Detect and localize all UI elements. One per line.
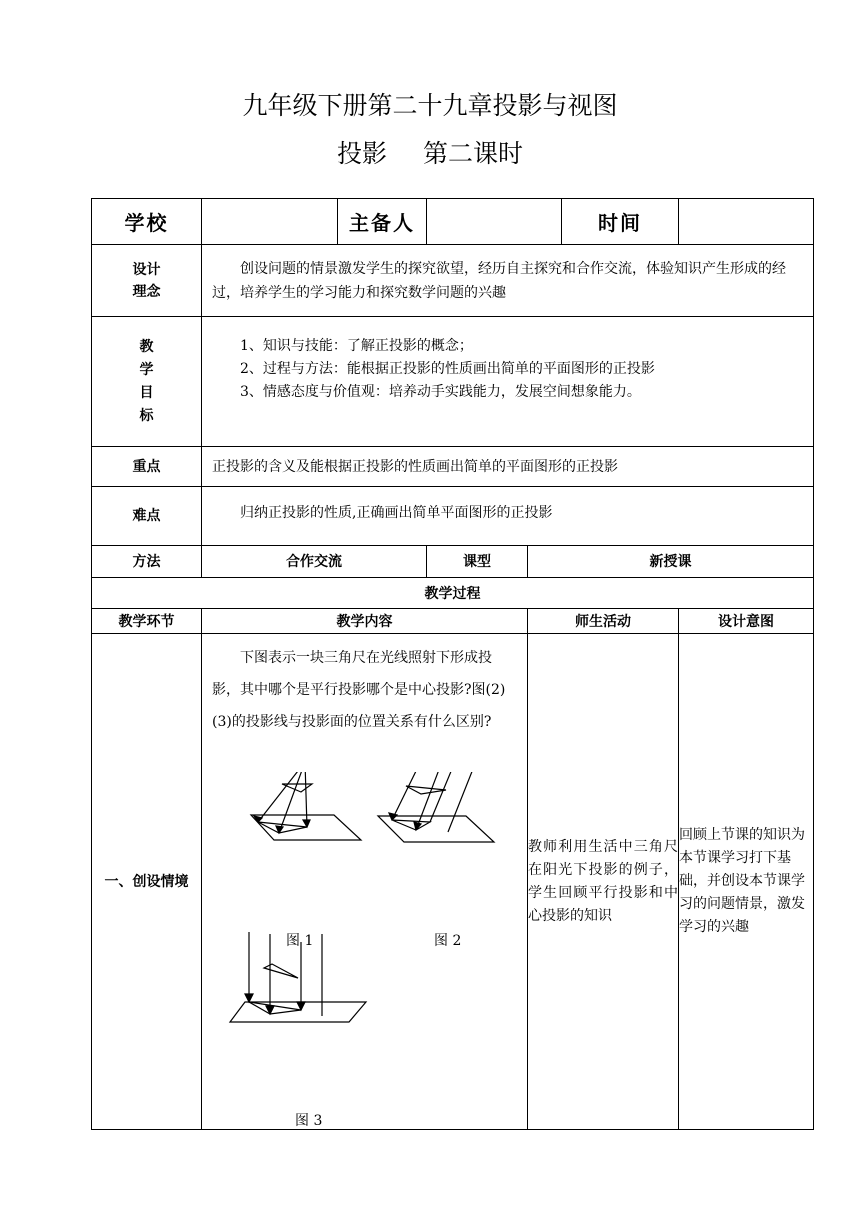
subtitle-topic: 投影 xyxy=(336,139,387,168)
process-title: 教学过程 xyxy=(92,578,814,609)
difficulty-content: 归纳正投影的性质,正确画出简单平面图形的正投影 xyxy=(202,487,814,546)
lesson-subtitle xyxy=(0,134,860,170)
objectives-label: 教 学 目 标 xyxy=(92,317,202,447)
key-point-label: 重点 xyxy=(92,447,202,487)
key-point-row xyxy=(92,447,814,487)
section-row xyxy=(92,634,814,1130)
process-columns-row xyxy=(92,609,814,634)
design-concept-content: 创设问题的情景激发学生的探究欲望，经历自主探究和合作交流，体验知识产生形成的经过，培养学生的学习能力和探究数学问题的兴趣 xyxy=(202,245,814,317)
column-intent: 设计意图 xyxy=(679,609,814,634)
method-row xyxy=(92,546,814,578)
info-row xyxy=(92,199,814,245)
objective-item: 3、情感态度与价值观：培养动手实践能力，发展空间想象能力。 xyxy=(240,384,641,400)
question-text: 下图表示一块三角尺在光线照射下形成投影，其中哪个是平行投影哪个是中心投影?图(2) (3)的投影线与投影面的位置关系有什么区别? xyxy=(212,650,506,730)
difficulty-label: 难点 xyxy=(92,487,202,546)
section-content xyxy=(202,634,528,1130)
document-title: 九年级下册第二十九章投影与视图 xyxy=(242,91,618,120)
difficulty-row xyxy=(92,487,814,546)
subtitle-period: 第二课时 xyxy=(423,139,524,168)
preparer-label: 主备人 xyxy=(338,199,427,245)
process-title-row xyxy=(92,578,814,609)
lesson-type-label: 课型 xyxy=(427,546,528,578)
design-concept-row xyxy=(92,245,814,317)
preparer-value[interactable] xyxy=(427,199,562,245)
design-concept-label: 设计 理念 xyxy=(92,245,202,317)
objective-item: 1、知识与技能：了解正投影的概念； xyxy=(240,338,473,354)
objectives-content xyxy=(202,317,814,447)
projection-figures xyxy=(202,772,496,1132)
objective-item: 2、过程与方法：能根据正投影的性质画出简单的平面图形的正投影 xyxy=(240,361,655,377)
time-label: 时间 xyxy=(562,199,679,245)
column-activity: 师生活动 xyxy=(528,609,679,634)
design-intent: 回顾上节课的知识为本节课学习打下基础，并创设本节课学习的问题情景，激发学习的兴趣 xyxy=(679,634,814,1130)
key-point-content: 正投影的含义及能根据正投影的性质画出简单的平面图形的正投影 xyxy=(202,447,814,487)
figure-1-central-projection xyxy=(251,772,361,840)
column-content: 教学内容 xyxy=(202,609,528,634)
figure-2-caption: 图 2 xyxy=(434,933,462,949)
figure-3-caption: 图 3 xyxy=(295,1113,323,1129)
figure-2-oblique-projection xyxy=(378,772,494,842)
school-value[interactable] xyxy=(202,199,338,245)
teacher-student-activity: 教师利用生活中三角尺在阳光下投影的例子，学生回顾平行投影和中心投影的知识 xyxy=(528,634,679,1130)
stage-name: 一、创设情境 xyxy=(92,634,202,1130)
lesson-type-value: 新授课 xyxy=(528,546,814,578)
method-value: 合作交流 xyxy=(202,546,427,578)
figure-1-caption: 图 1 xyxy=(286,933,314,949)
method-label: 方法 xyxy=(92,546,202,578)
column-stage: 教学环节 xyxy=(92,609,202,634)
school-label: 学校 xyxy=(92,199,202,245)
objectives-row xyxy=(92,317,814,447)
time-value[interactable] xyxy=(679,199,814,245)
lesson-plan-table xyxy=(91,198,814,1130)
